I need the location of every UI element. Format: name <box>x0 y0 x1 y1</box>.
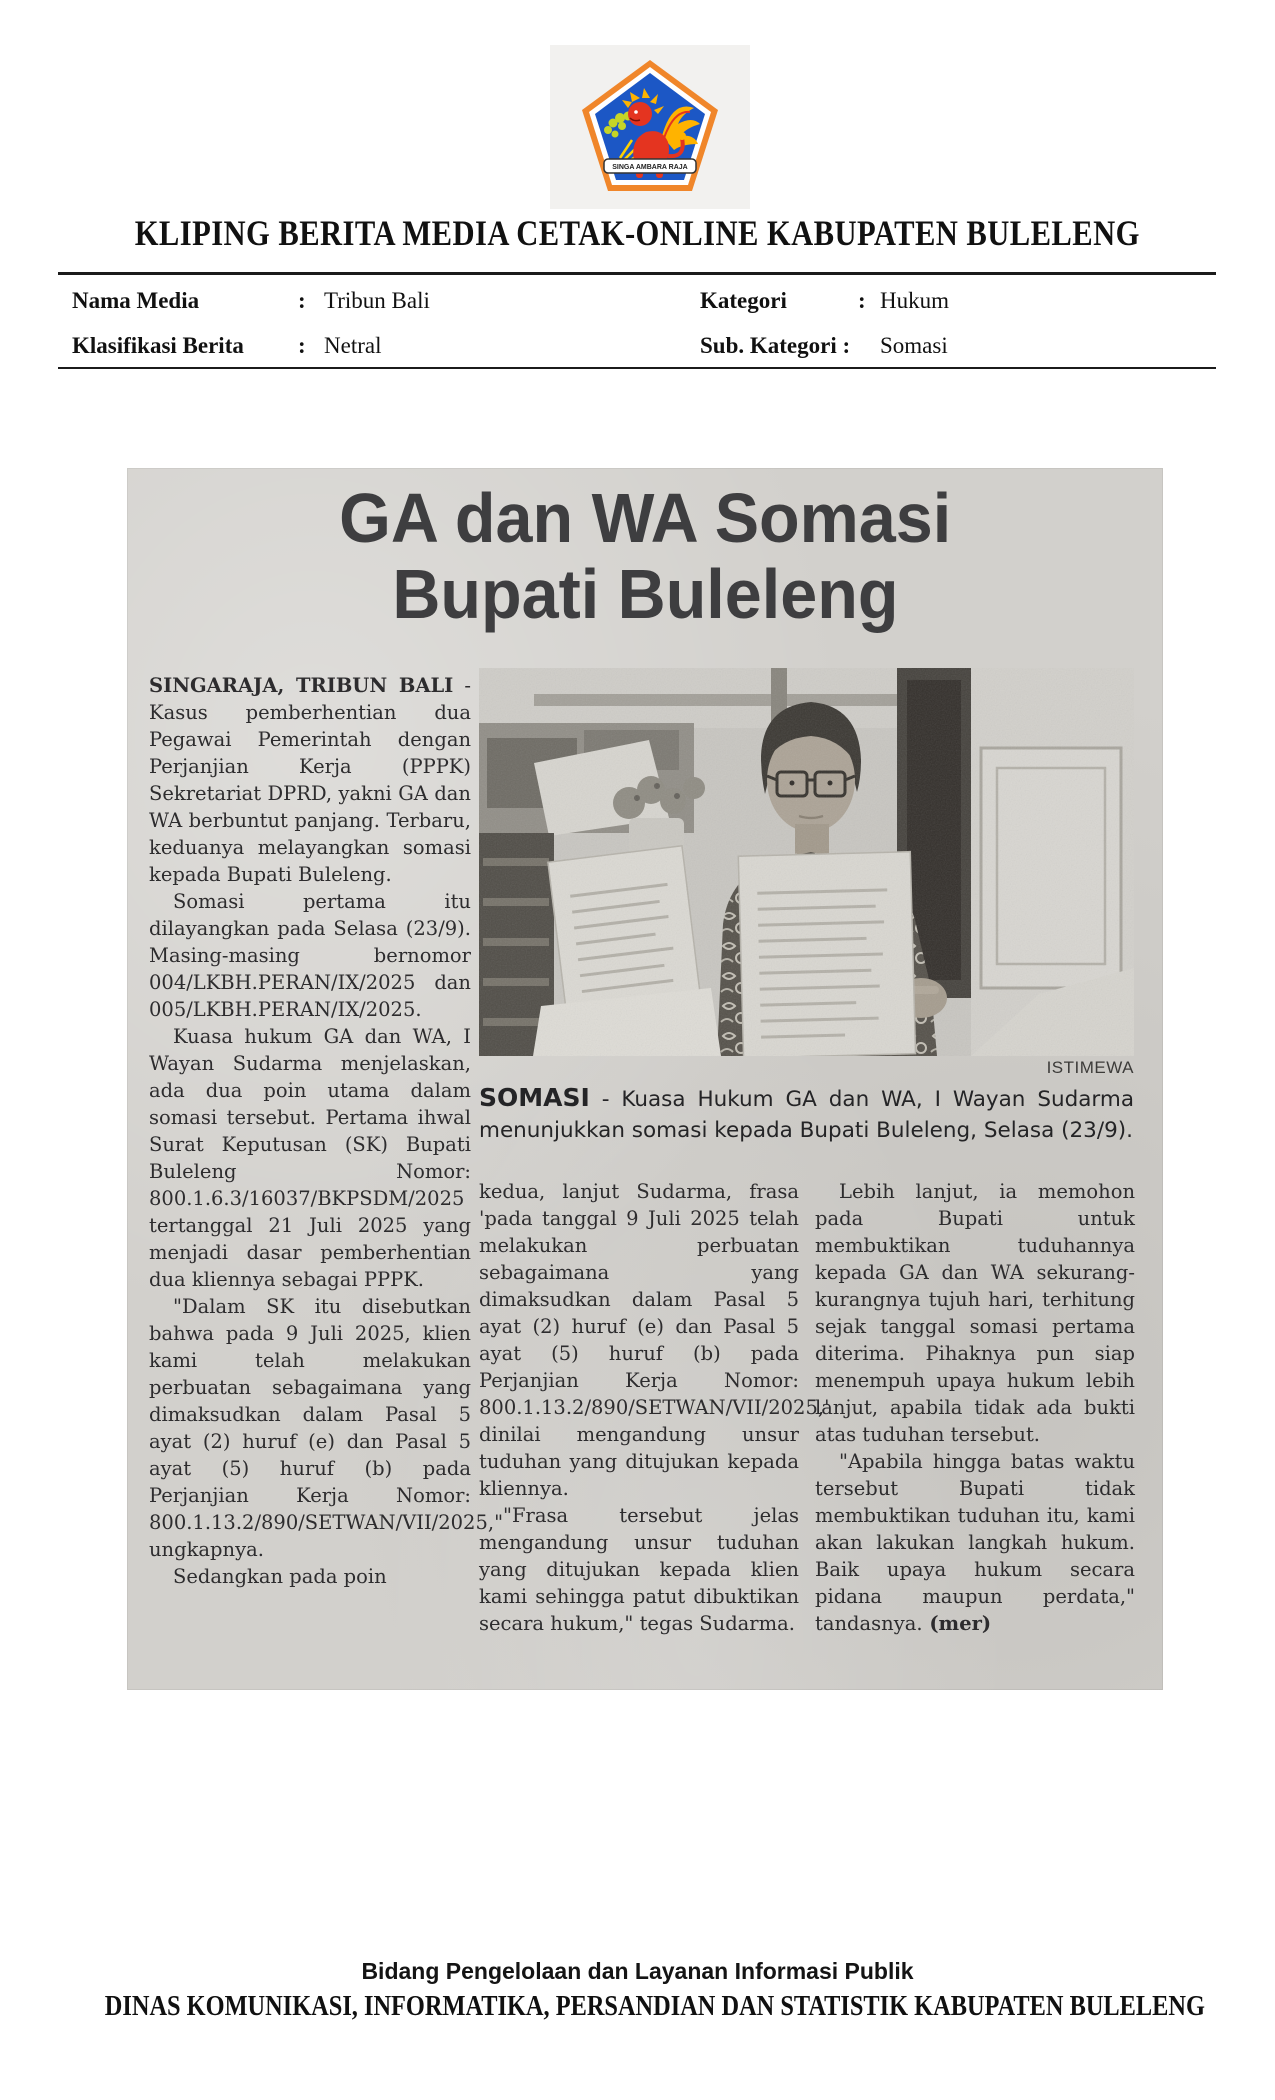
meta-value-sub-kategori: Somasi <box>880 333 948 358</box>
paragraph-text: - Kasus pemberhentian dua Pegawai Pemerintah dengan Perjanjian Kerja (PPPK) Sekretariat DPRD, yakni GA dan WA berbuntut panjang. Terbaru, keduanya melayangkan somasi kepada Bupati Buleleng. <box>149 674 471 886</box>
article-paragraph: Lebih lanjut, ia memohon pada Bupati untuk membuktikan tuduhannya kepada GA dan WA sekurang-kurangnya tujuh hari, terhitung sejak tanggal somasi pertama diterima. Pihaknya pun siap menempuh upaya hukum lebih lanjut, apabila tidak ada bukti atas tuduhan tersebut. <box>815 1180 1135 1446</box>
photo-credit: ISTIMEWA <box>1046 1058 1134 1077</box>
page-title-text: KLIPING BERITA MEDIA CETAK-ONLINE KABUPATEN BULELENG <box>134 213 1141 253</box>
dateline: SINGARAJA, TRIBUN BALI <box>149 674 454 697</box>
meta-label-klasifikasi: Klasifikasi Berita <box>72 333 244 358</box>
page-title <box>0 212 1275 254</box>
divider-bottom <box>58 367 1216 369</box>
meta-label-sub-kategori: Sub. Kategori : <box>700 333 851 358</box>
meta-colon: : <box>858 288 866 313</box>
article-column-3 <box>815 1178 1135 1637</box>
paragraph-text: "Apabila hingga batas waktu tersebut Bupati tidak membuktikan tuduhan itu, kami akan lakukan langkah hukum. Baik upaya hukum secara pidana maupun perdata," tandasnya. <box>815 1450 1135 1635</box>
article-paragraph: Sedangkan pada poin <box>173 1565 387 1588</box>
meta-value-klasifikasi: Netral <box>324 333 382 358</box>
article-byline: (mer) <box>922 1612 992 1635</box>
emblem-ribbon <box>604 159 696 173</box>
meta-value-nama-media: Tribun Bali <box>324 288 430 313</box>
meta-value-kategori: Hukum <box>880 288 949 313</box>
article-paragraph: kedua, lanjut Sudarma, frasa 'pada tanggal 9 Juli 2025 telah melakukan perbuatan sebagaimana yang dimaksudkan dalam Pasal 5 ayat (2) huruf (e) dan Pasal 5 ayat (5) huruf (b) pada Perjanjian Kerja Nomor: 800.1.13.2/890/SETWAN/VII/2025,' dinilai mengandung unsur tuduhan yang ditujukan kepada kliennya. <box>479 1180 830 1500</box>
footer-line2-text: DINAS KOMUNIKASI, INFORMATIKA, PERSANDIAN DAN STATISTIK KABUPATEN BULELENG <box>104 1990 1205 2022</box>
article-paragraph <box>149 672 471 888</box>
caption-text: - Kuasa Hukum GA dan WA, I Wayan Sudarma menunjukkan somasi kepada Bupati Buleleng, Selasa (23/9). <box>479 1087 1134 1143</box>
article-headline <box>127 480 1163 632</box>
photo-caption <box>479 1082 1134 1146</box>
logo-block <box>550 45 750 209</box>
article-paragraph: Kuasa hukum GA dan WA, I Wayan Sudarma menjelaskan, ada dua poin utama dalam somasi tersebut. Pertama ihwal Surat Keputusan (SK) Bupati Buleleng Nomor: 800.1.6.3/16037/BKPSDM/2025 tertanggal 21 Juli 2025 yang menjadi dasar pemberhentian dua kliennya sebagai PPPK. <box>149 1025 471 1291</box>
article-paragraph: "Frasa tersebut jelas mengandung unsur tuduhan yang ditujukan kepada klien kami sehingga patut dibuktikan secara hukum," tegas Sudarma. <box>479 1504 799 1635</box>
article-paragraph: "Dalam SK itu disebutkan bahwa pada 9 Juli 2025, klien kami telah melakukan perbuatan sebagaimana yang dimaksudkan dalam Pasal 5 ayat (2) huruf (e) dan Pasal 5 ayat (5) huruf (b) pada Perjanjian Kerja Nomor: 800.1.13.2/890/SETWAN/VII/2025," ungkapnya. <box>149 1295 504 1561</box>
headline-line1: GA dan WA Somasi <box>338 479 952 557</box>
caption-lead: SOMASI <box>479 1083 590 1112</box>
meta-colon: : <box>298 288 306 313</box>
emblem-ribbon-text: SINGA AMBARA RAJA <box>612 164 688 171</box>
headline-line2: Bupati Buleleng <box>391 555 899 633</box>
meta-colon: : <box>298 333 306 358</box>
newspaper-clipping <box>127 468 1163 1690</box>
meta-label-nama-media: Nama Media <box>72 288 200 313</box>
meta-table <box>58 283 1216 367</box>
article-photo <box>479 668 1134 1056</box>
buleleng-emblem <box>580 58 720 194</box>
article-column-2 <box>479 1178 830 1637</box>
footer-line1: Bidang Pengelolaan dan Layanan Informasi Publik <box>361 1958 914 1984</box>
article-column-1 <box>149 672 504 1590</box>
footer-line2 <box>0 1990 1275 2023</box>
meta-label-kategori: Kategori <box>700 288 787 313</box>
article-paragraph <box>815 1448 1135 1637</box>
divider-top <box>58 272 1216 275</box>
photo-scene <box>479 668 1134 1056</box>
article-paragraph: Somasi pertama itu dilayangkan pada Selasa (23/9). Masing-masing bernomor 004/LKBH.PERAN/IX/2025 dan 005/LKBH.PERAN/IX/2025. <box>149 890 471 1021</box>
